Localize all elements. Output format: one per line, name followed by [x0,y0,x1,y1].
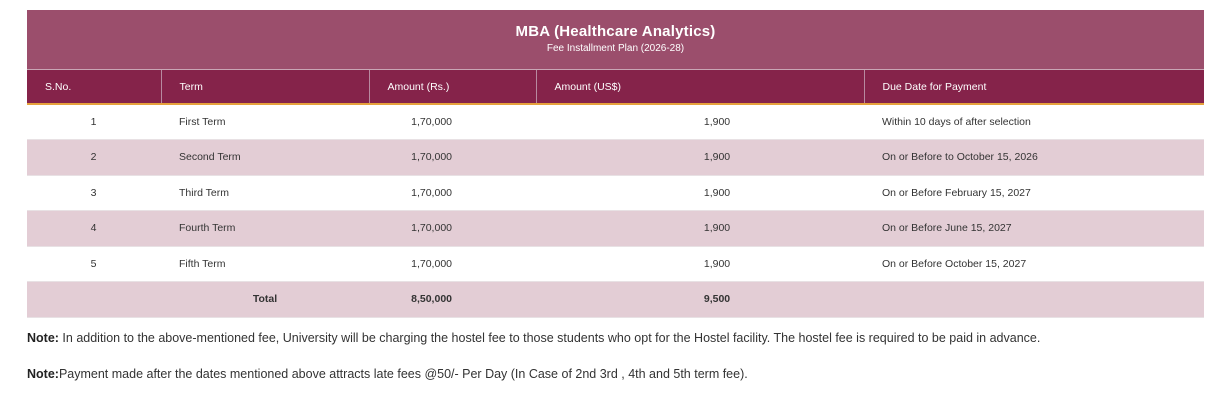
cell-due-date: On or Before October 15, 2027 [864,246,1204,282]
cell-due-date: On or Before June 15, 2027 [864,211,1204,247]
cell-sno: 4 [27,211,161,247]
cell-sno: 3 [27,175,161,211]
cell-amount-usd: 1,900 [536,140,864,176]
cell-empty [27,282,161,318]
cell-empty [864,282,1204,318]
total-amount-usd: 9,500 [536,282,864,318]
table-row [27,104,1204,140]
cell-term: Fourth Term [161,211,369,247]
cell-term: Third Term [161,175,369,211]
note-label: Note: [27,331,59,345]
column-header-amount-usd: Amount (US$) [536,70,864,104]
column-header-term: Term [161,70,369,104]
cell-term: First Term [161,104,369,140]
table-row [27,211,1204,247]
cell-sno: 2 [27,140,161,176]
total-amount-inr: 8,50,000 [369,282,536,318]
program-title: MBA (Healthcare Analytics) [515,23,716,40]
cell-sno: 5 [27,246,161,282]
cell-term: Fifth Term [161,246,369,282]
table-row [27,246,1204,282]
total-row [27,282,1204,318]
table-row [27,140,1204,176]
note-text: Payment made after the dates mentioned above attracts late fees @50/- Per Day (In Case of 2nd 3rd , 4th and 5th term fee). [58,367,748,381]
fee-table-container [27,10,1204,318]
fee-installment-table [27,70,1204,318]
late-fee-note [27,367,748,381]
hostel-fee-note [27,331,1040,345]
column-header-amount-inr: Amount (Rs.) [369,70,536,104]
column-header-sno: S.No. [27,70,161,104]
table-row [27,175,1204,211]
cell-sno: 1 [27,104,161,140]
column-header-due-date: Due Date for Payment [864,70,1204,104]
cell-amount-usd: 1,900 [536,175,864,211]
cell-due-date: On or Before to October 15, 2026 [864,140,1204,176]
table-header-row [27,70,1204,104]
cell-due-date: On or Before February 15, 2027 [864,175,1204,211]
cell-amount-inr: 1,70,000 [369,211,536,247]
table-title-bar [27,10,1204,70]
cell-amount-usd: 1,900 [536,246,864,282]
cell-amount-usd: 1,900 [536,104,864,140]
cell-amount-inr: 1,70,000 [369,175,536,211]
total-label: Total [161,282,369,318]
cell-amount-inr: 1,70,000 [369,246,536,282]
cell-term: Second Term [161,140,369,176]
cell-due-date: Within 10 days of after selection [864,104,1204,140]
cell-amount-inr: 1,70,000 [369,140,536,176]
note-label: Note: [27,367,59,381]
cell-amount-inr: 1,70,000 [369,104,536,140]
note-text: In addition to the above-mentioned fee, University will be charging the hostel fee to those students who opt for the Hostel facility. The hostel fee is required to be paid in advance. [58,331,1041,345]
plan-subtitle: Fee Installment Plan (2026-28) [546,43,685,54]
cell-amount-usd: 1,900 [536,211,864,247]
